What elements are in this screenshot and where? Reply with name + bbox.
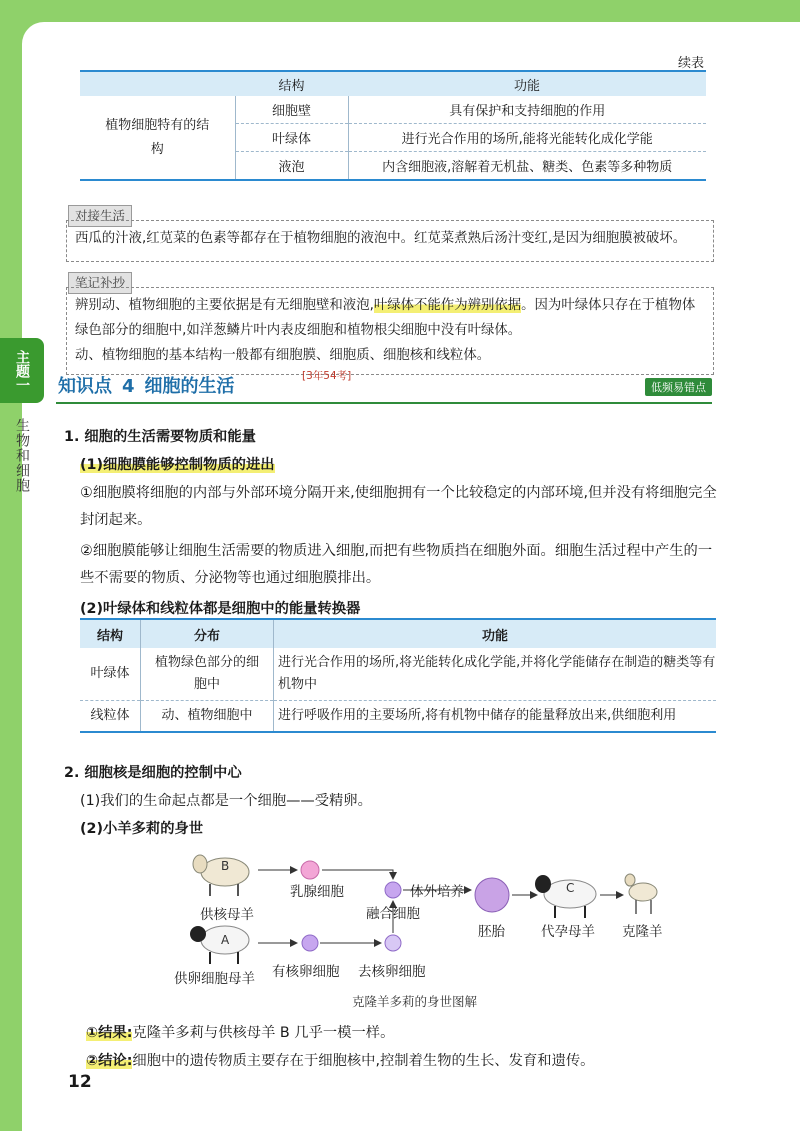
section1-sub2: (2)叶绿体和线粒体都是细胞中的能量转换器 [80, 601, 361, 617]
sheep-c-icon [535, 875, 596, 918]
section1-para2: ②细胞膜能够让细胞生活需要的物质进入细胞,而把有些物质挡在细胞外面。细胞生活过程中产生的一些不需要的物质、分泌物等也通过细胞膜排出。 [80, 543, 713, 586]
table2-header: 结构 [80, 619, 141, 648]
conclusion-key: ②结论: [86, 1053, 133, 1069]
sheep-a-icon [190, 926, 249, 964]
label-mammary-cell: 乳腺细胞 [290, 884, 344, 900]
frequency-badge: 低频易错点 [645, 378, 712, 396]
table2-cell: 叶绿体 [80, 648, 141, 701]
table2-cell: 动、植物细胞中 [141, 701, 274, 733]
svg-text:B: B [221, 859, 230, 873]
table1-header-function: 功能 [348, 71, 706, 96]
table1-cell: 叶绿体 [235, 124, 348, 152]
clone-lamb-icon [625, 874, 657, 914]
section2-sub1: (1)我们的生命起点都是一个细胞——受精卵。 [80, 793, 372, 809]
side-text: 生物和细胞 [14, 418, 30, 493]
conclusion-line [86, 1048, 594, 1075]
table1-cell: 细胞壁 [235, 96, 348, 124]
svg-text:A: A [221, 933, 230, 947]
section1-sub1: (1)细胞膜能够控制物质的进出 [80, 457, 275, 473]
table1-group-label: 植物细胞特有的结构 [80, 96, 235, 180]
label-fused-cell: 融合细胞 [366, 906, 420, 922]
life-connection-box [66, 220, 714, 262]
label-clone: 克隆羊 [622, 924, 663, 940]
result-value: 克隆羊多莉与供核母羊 B 几乎一模一样。 [132, 1025, 395, 1041]
knowledge-point-header [56, 370, 712, 404]
kp-prefix: 知识点 [58, 376, 112, 397]
section1-para1: ①细胞膜将细胞的内部与外部环境分隔开来,使细胞拥有一个比较稳定的内部环境,但并没有将细胞完全封闭起来。 [80, 485, 717, 528]
highlight: 叶绿体不能作为辨别依据 [373, 298, 522, 313]
label-surrogate: 代孕母羊 [541, 924, 595, 940]
table2-header: 分布 [141, 619, 274, 648]
page-number: 12 [68, 1072, 92, 1092]
table1-cell: 液泡 [235, 152, 348, 181]
sheep-b-icon [193, 855, 249, 896]
mammary-cell-icon [301, 861, 319, 879]
table2-cell: 进行光合作用的场所,将光能转化成化学能,并将化学能储存在制造的糖类等有机物中 [274, 648, 717, 701]
section1-heading: 1. 细胞的生活需要物质和能量 [64, 429, 256, 445]
fused-cell-icon [385, 882, 401, 898]
life-connection-text: 西瓜的汁液,红苋菜的色素等都存在于植物细胞的液泡中。红苋菜煮熟后汤汁变红,是因为细胞膜被破坏。 [75, 231, 687, 246]
diagram-caption: 克隆羊多莉的身世图解 [352, 994, 478, 1009]
section2-sub2: (2)小羊多莉的身世 [80, 821, 204, 837]
label-nucleated-egg: 有核卵细胞 [272, 964, 340, 980]
table2-cell: 植物绿色部分的细胞中 [141, 648, 274, 701]
svg-text:C: C [566, 881, 575, 895]
result-key: ①结果: [86, 1025, 133, 1041]
life-connection-tag: 对接生活 [68, 205, 132, 227]
label-enucleated-egg: 去核卵细胞 [358, 964, 426, 980]
table2-header: 功能 [274, 619, 717, 648]
enucleated-egg-icon [385, 935, 401, 951]
embryo-icon [475, 878, 509, 912]
side-tab-theme[interactable]: 主题一 [0, 338, 44, 403]
kp-number: 4 [122, 376, 135, 397]
continued-label: 续表 [677, 56, 704, 71]
notes-box: 辨别动、植物细胞的主要依据是有无细胞壁和液泡,叶绿体不能作为辨别依据。因为叶绿体只存在于植物体绿色部分的细胞中,如洋葱鳞片叶内表皮细胞和植物根尖细胞中没有叶绿体。 动、植物细胞的基本结构一般都有细胞膜、细胞质、细胞核和线粒体。 [66, 287, 714, 375]
section2-heading: 2. 细胞核是细胞的控制中心 [64, 765, 242, 781]
table1-header-structure: 结构 [235, 71, 348, 96]
table2-cell: 进行呼吸作用的主要场所,将有机物中储存的能量释放出来,供细胞利用 [274, 701, 717, 733]
table1-cell: 内含细胞液,溶解着无机盐、糖类、色素等多种物质 [348, 152, 706, 181]
conclusion-value: 细胞中的遗传物质主要存在于细胞核中,控制着生物的生长、发育和遗传。 [132, 1053, 595, 1069]
table1-cell: 进行光合作用的场所,能将光能转化成化学能 [348, 124, 706, 152]
table2-cell: 线粒体 [80, 701, 141, 733]
label-donor-nucleus: 供核母羊 [200, 907, 254, 923]
label-culture: 体外培养 [410, 884, 464, 900]
kp-title: 细胞的生活 [144, 376, 235, 397]
notes-line-2: 动、植物细胞的基本结构一般都有细胞膜、细胞质、细胞核和线粒体。 [75, 348, 491, 363]
exam-frequency: [3年54考] [302, 370, 352, 382]
nucleated-egg-icon [302, 935, 318, 951]
result-line [86, 1020, 394, 1047]
label-embryo: 胚胎 [478, 924, 505, 940]
table1-cell: 具有保护和支持细胞的作用 [348, 96, 706, 124]
energy-converter-table [80, 618, 716, 733]
label-donor-egg: 供卵细胞母羊 [174, 971, 255, 987]
notes-tag: 笔记补抄 [68, 272, 132, 294]
plant-cell-table [80, 70, 706, 181]
